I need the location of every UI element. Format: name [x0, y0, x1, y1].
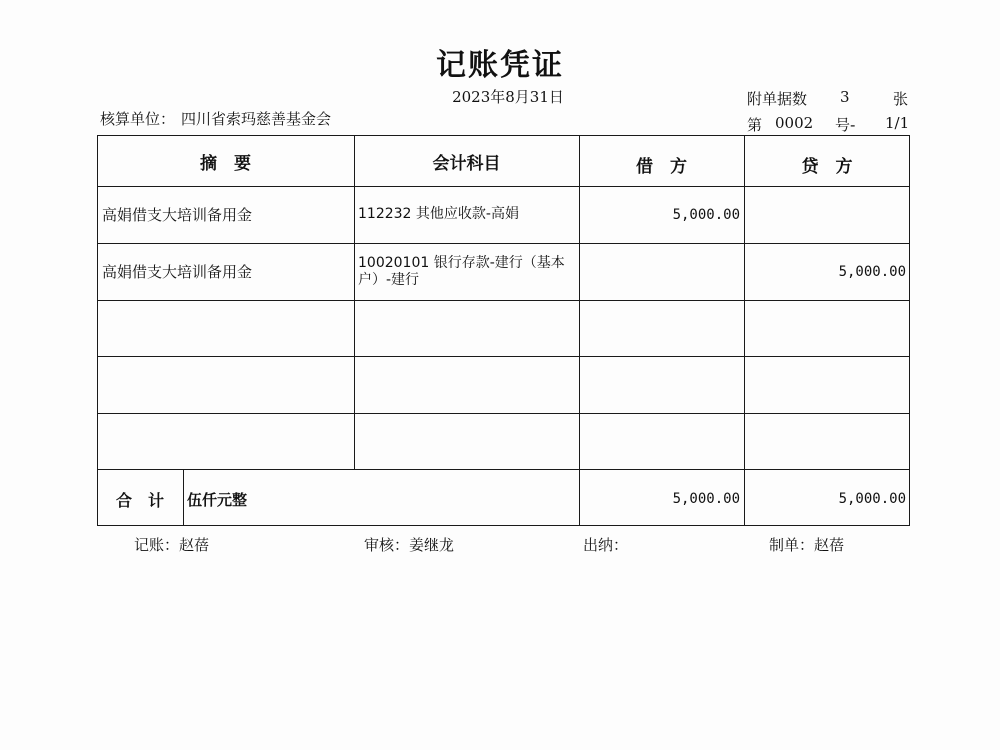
reviewer-label: 审核： [364, 536, 410, 554]
voucher-prefix: 第 [747, 116, 763, 134]
reviewer-signature [364, 534, 454, 555]
preparer-label: 制单： [769, 536, 815, 554]
row-divider [97, 356, 910, 357]
accounting-unit-label: 核算单位： [100, 110, 176, 128]
total-label: 合 计 [115, 491, 164, 510]
row-divider [97, 300, 910, 301]
bookkeeper-signature [134, 534, 209, 555]
column-divider [744, 135, 745, 526]
cashier-label: 出纳： [583, 536, 629, 554]
total-label-divider [183, 469, 184, 526]
cashier-signature [583, 534, 628, 555]
total-amount-words: 伍仟元整 [187, 491, 248, 509]
accounting-unit [100, 108, 331, 129]
total-divider [97, 469, 910, 470]
voucher-suffix: 号- [835, 116, 856, 134]
accounting-unit-name: 四川省索玛慈善基金会 [181, 110, 332, 128]
header-credit: 贷 方 [801, 157, 853, 177]
bookkeeper-name: 赵蓓 [179, 536, 210, 554]
preparer-signature [769, 534, 844, 555]
header-summary: 摘 要 [200, 154, 251, 174]
document-title: 记账凭证 [436, 48, 564, 83]
voucher-page: 1/1 [885, 114, 910, 132]
row-divider [97, 243, 910, 244]
header-debit: 借 方 [636, 157, 687, 177]
row-credit: 5,000.00 [838, 264, 906, 280]
attachment-number: 3 [840, 88, 850, 106]
voucher-number-value: 0002 [775, 114, 814, 132]
header-account: 会计科目 [432, 154, 501, 174]
voucher-date: 2023年8月31日 [452, 88, 564, 106]
header-divider [97, 186, 910, 187]
row-account: 112232 其他应收款-高娟 [358, 206, 519, 222]
attachment-label: 附单据数 [747, 90, 808, 108]
reviewer-name: 姜继龙 [409, 536, 455, 554]
column-divider [579, 135, 580, 526]
total-credit: 5,000.00 [838, 491, 906, 507]
row-summary: 高娟借支大培训备用金 [102, 206, 253, 224]
row-debit: 5,000.00 [672, 207, 740, 223]
preparer-name: 赵蓓 [814, 536, 845, 554]
column-divider [354, 135, 355, 469]
row-divider [97, 413, 910, 414]
row-account: 10020101 银行存款-建行（基本户）-建行 [358, 255, 565, 288]
attachment-unit: 张 [893, 90, 909, 108]
total-debit: 5,000.00 [672, 491, 740, 507]
voucher-table [97, 135, 910, 526]
bookkeeper-label: 记账： [134, 536, 180, 554]
row-summary: 高娟借支大培训备用金 [102, 263, 253, 281]
